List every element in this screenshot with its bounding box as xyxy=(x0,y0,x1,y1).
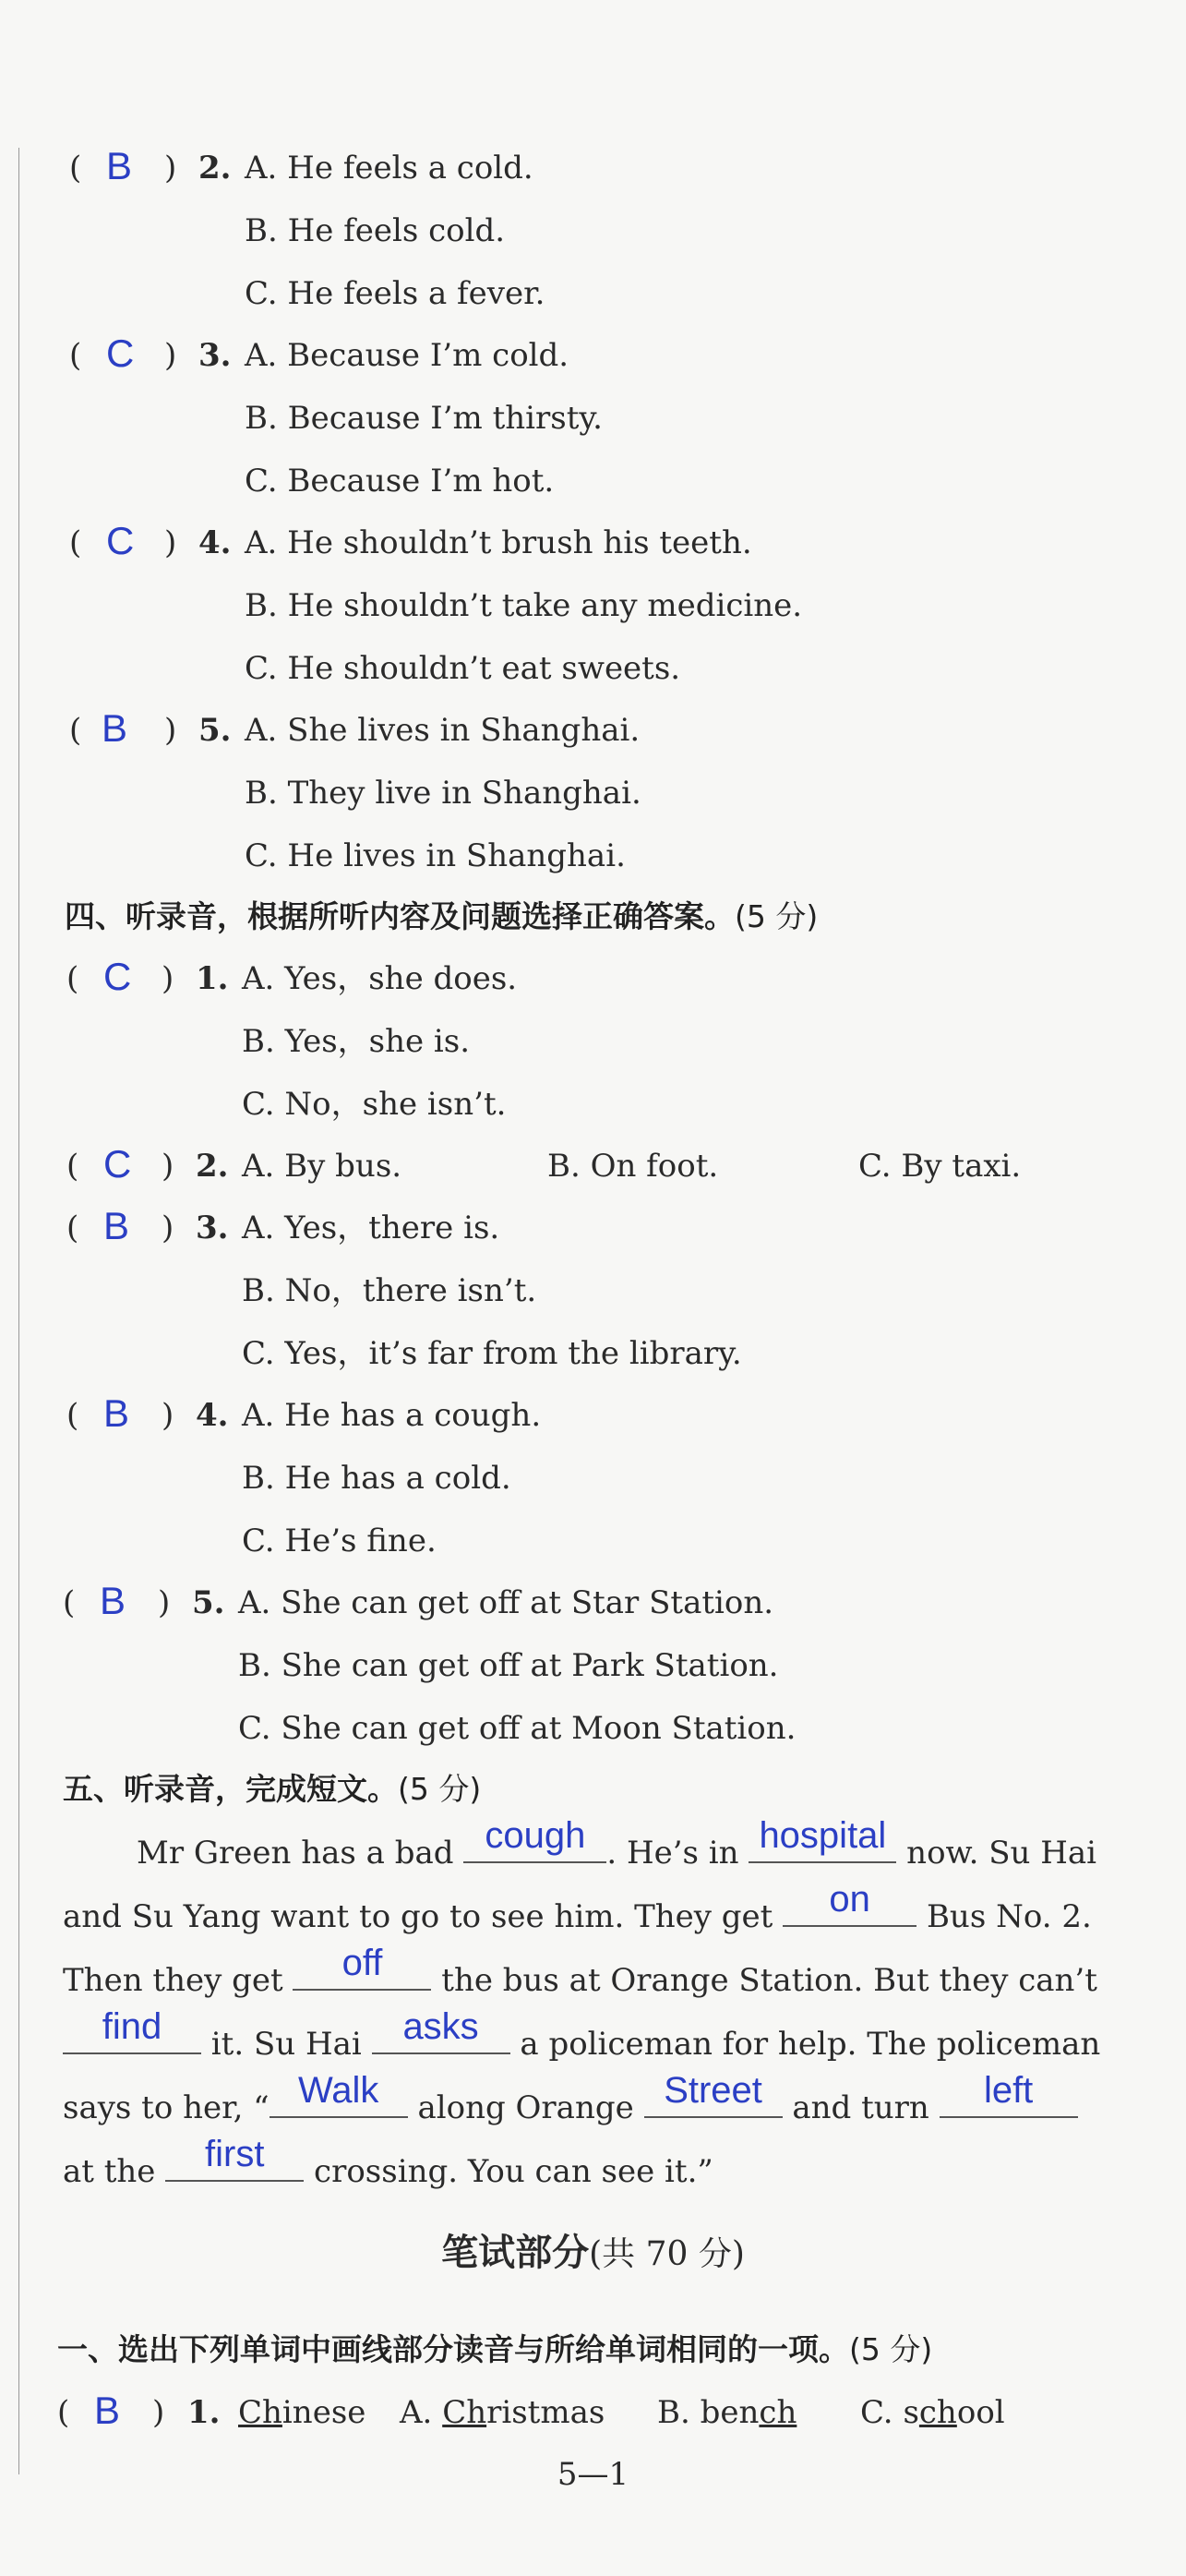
answer-mark: C xyxy=(106,331,135,375)
written-section-title xyxy=(0,2225,1186,2282)
option-a: A. He feels a cold. xyxy=(245,150,533,187)
answer-paren-left: ( xyxy=(69,524,82,561)
blank-8[interactable] xyxy=(644,2070,783,2118)
answer-paren-left: ( xyxy=(69,712,82,749)
word-part: ristmas xyxy=(486,2394,605,2431)
passage-text: . He’s in xyxy=(606,1835,749,1872)
word-part: ool xyxy=(956,2394,1005,2431)
margin-line xyxy=(18,148,19,2474)
blank-1[interactable] xyxy=(463,1815,606,1863)
answer-paren-right: ) xyxy=(162,1397,174,1434)
option-b: B. On foot. xyxy=(547,1148,719,1185)
section-title-text: 笔试部分 xyxy=(441,2232,590,2274)
written-part1-heading xyxy=(57,2327,932,2373)
part5-heading xyxy=(63,1766,481,1812)
question-number: 3. xyxy=(198,337,232,374)
answer-paren-left: ( xyxy=(57,2394,70,2431)
option-c: C. Yes，it’s far from the library. xyxy=(242,1335,742,1372)
option-b: B. Yes，she is. xyxy=(242,1023,471,1060)
option-c: C. By taxi. xyxy=(858,1148,1022,1185)
answer-paren-right: ) xyxy=(152,2394,165,2431)
option-label: A. xyxy=(400,2394,433,2431)
passage-text: Mr Green has a bad xyxy=(137,1835,464,1872)
blank-answer: asks xyxy=(402,2006,479,2047)
option-a: A. He has a cough. xyxy=(242,1397,542,1434)
question-number: 2. xyxy=(198,150,232,187)
option-label: B. xyxy=(657,2394,690,2431)
answer-mark: B xyxy=(94,2389,121,2432)
blank-answer: on xyxy=(829,1879,870,1920)
option-a: A. He shouldn’t brush his teeth. xyxy=(245,524,752,561)
cloze-passage xyxy=(63,1815,1106,2203)
option-b xyxy=(657,2389,797,2436)
blank-answer: find xyxy=(102,2006,162,2047)
heading-points: (5 分) xyxy=(849,2331,933,2367)
option-c xyxy=(860,2389,1005,2436)
question-number: 3. xyxy=(196,1210,229,1246)
word-part: s xyxy=(903,2394,919,2431)
question-number: 5. xyxy=(192,1584,225,1621)
question-number: 4. xyxy=(198,524,232,561)
heading-points: (5 分) xyxy=(398,1771,482,1807)
word-underlined: Ch xyxy=(442,2394,487,2431)
option-b: B. Because I’m thirsty. xyxy=(245,400,603,437)
answer-paren-right: ) xyxy=(164,524,177,561)
passage-text: the bus at Orange Station. But they can’t xyxy=(431,1962,1097,1999)
blank-answer: cough xyxy=(485,1815,586,1856)
option-b: B. They live in Shanghai. xyxy=(245,775,641,812)
word-part: ben xyxy=(700,2394,760,2431)
heading-text: 四、听录音，根据所听内容及问题选择正确答案。 xyxy=(65,898,735,934)
blank-2[interactable] xyxy=(749,1815,896,1863)
passage-text: now. Su Hai and Su Yang want to go to see him. They get xyxy=(63,1835,1097,1935)
part4-heading xyxy=(65,894,818,940)
question-number: 1. xyxy=(187,2394,221,2431)
answer-paren-right: ) xyxy=(162,960,174,997)
answer-paren-left: ( xyxy=(66,960,79,997)
heading-points: (5 分) xyxy=(735,898,819,934)
option-b: B. She can get off at Park Station. xyxy=(238,1647,779,1684)
option-b: B. No，there isn’t. xyxy=(242,1272,537,1309)
option-c: C. He’s fine. xyxy=(242,1523,437,1559)
passage-text: at the xyxy=(63,2153,166,2190)
question-number: 5. xyxy=(198,712,232,749)
blank-4[interactable] xyxy=(293,1943,431,1991)
answer-paren-left: ( xyxy=(69,337,82,374)
question-number: 2. xyxy=(196,1148,229,1185)
blank-10[interactable] xyxy=(165,2134,304,2182)
option-b: B. He shouldn’t take any medicine. xyxy=(245,587,803,624)
section-title-points: (共 70 分) xyxy=(589,2235,745,2273)
passage-text: Bus No. 2. Then they get xyxy=(63,1898,1092,1999)
given-word xyxy=(238,2389,365,2436)
answer-mark: B xyxy=(102,706,128,750)
answer-mark: C xyxy=(103,955,132,998)
blank-7[interactable] xyxy=(270,2070,408,2118)
word-underlined: ch xyxy=(918,2394,957,2431)
option-c: C. He lives in Shanghai. xyxy=(245,837,626,874)
option-c: C. He feels a fever. xyxy=(245,275,545,312)
blank-5[interactable] xyxy=(63,2006,201,2054)
word-underlined: Ch xyxy=(238,2394,282,2431)
answer-mark: B xyxy=(100,1579,126,1622)
option-b: B. He has a cold. xyxy=(242,1460,511,1497)
blank-answer: first xyxy=(205,2134,265,2174)
heading-text: 五、听录音，完成短文。 xyxy=(63,1771,398,1807)
blank-answer: hospital xyxy=(759,1815,887,1856)
answer-mark: C xyxy=(106,519,135,562)
answer-mark: B xyxy=(103,1391,130,1435)
passage-text: and turn xyxy=(782,2089,940,2126)
blank-6[interactable] xyxy=(372,2006,510,2054)
answer-mark: B xyxy=(103,1204,130,1247)
blank-answer: off xyxy=(341,1943,383,1983)
passage-text: crossing. You can see it.” xyxy=(304,2153,713,2190)
heading-text: 一、选出下列单词中画线部分读音与所给单词相同的一项。 xyxy=(57,2331,849,2367)
answer-paren-left: ( xyxy=(66,1148,79,1185)
option-b: B. He feels cold. xyxy=(245,212,506,249)
word-underlined: ch xyxy=(759,2394,797,2431)
option-a: A. She lives in Shanghai. xyxy=(245,712,641,749)
answer-paren-left: ( xyxy=(66,1397,79,1434)
option-a: A. Yes，she does. xyxy=(242,960,518,997)
blank-3[interactable] xyxy=(783,1879,916,1927)
option-a: A. Yes，there is. xyxy=(242,1210,500,1246)
question-number: 4. xyxy=(196,1397,229,1434)
option-c: C. He shouldn’t eat sweets. xyxy=(245,650,681,687)
passage-text: a policeman for help. The policeman says to her, “ xyxy=(63,2026,1101,2126)
answer-paren-left: ( xyxy=(66,1210,79,1246)
option-c: C. She can get off at Moon Station. xyxy=(238,1710,797,1747)
answer-mark: B xyxy=(106,144,133,187)
blank-answer: Street xyxy=(664,2070,762,2111)
blank-answer: left xyxy=(983,2070,1034,2111)
blank-9[interactable] xyxy=(940,2070,1078,2118)
option-c: C. Because I’m hot. xyxy=(245,463,555,500)
answer-paren-left: ( xyxy=(63,1584,76,1621)
answer-mark: C xyxy=(103,1142,132,1186)
passage-text: it. Su Hai xyxy=(201,2026,372,2063)
option-label: C. xyxy=(860,2394,893,2431)
answer-paren-right: ) xyxy=(164,150,177,187)
option-c: C. No，she isn’t. xyxy=(242,1086,507,1123)
option-a: A. Because I’m cold. xyxy=(245,337,569,374)
question-number: 1. xyxy=(196,960,229,997)
answer-paren-left: ( xyxy=(69,150,82,187)
answer-paren-right: ) xyxy=(164,337,177,374)
answer-paren-right: ) xyxy=(162,1148,174,1185)
answer-paren-right: ) xyxy=(162,1210,174,1246)
passage-text: along Orange xyxy=(407,2089,644,2126)
word-part: inese xyxy=(282,2394,366,2431)
blank-answer: Walk xyxy=(297,2070,379,2111)
answer-paren-right: ) xyxy=(158,1584,171,1621)
option-a: A. She can get off at Star Station. xyxy=(238,1584,774,1621)
answer-paren-right: ) xyxy=(164,712,177,749)
page-number: 5—1 xyxy=(557,2456,629,2493)
option-a: A. By bus. xyxy=(242,1148,402,1185)
option-a xyxy=(400,2389,605,2436)
